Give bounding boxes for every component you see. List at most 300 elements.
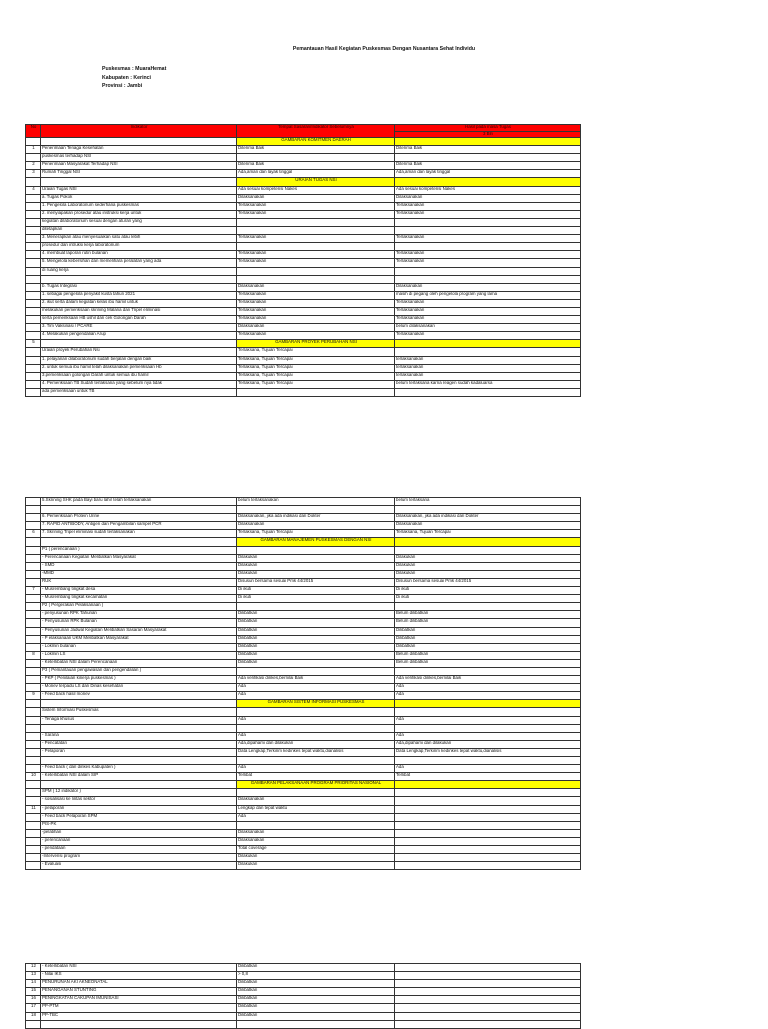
table-row <box>26 227 581 235</box>
table-row <box>26 210 581 218</box>
target-cell: Ada <box>237 716 395 724</box>
indicator-cell: - pelaporan <box>41 805 237 813</box>
indicator-cell: ada pemeriksaan untuk TB <box>41 388 237 396</box>
result-cell <box>395 340 581 348</box>
row-number <box>26 506 41 514</box>
result-cell: Terlaksanakan <box>395 210 581 218</box>
table-row <box>26 635 581 643</box>
row-number: 4 <box>26 186 41 194</box>
row-number <box>26 684 41 692</box>
row-number <box>26 348 41 356</box>
header-tempat: Tempat Sasaran/Indikator Sebelumnya <box>237 125 395 138</box>
indicator-cell: RUK <box>41 578 237 586</box>
target-cell: Ada <box>237 692 395 700</box>
result-cell: Dilakukan <box>395 570 581 578</box>
table-row <box>26 996 581 1004</box>
result-cell <box>395 348 581 356</box>
indicator-cell: -Intervensi program <box>41 854 237 862</box>
indicator-cell: - pendataan <box>41 846 237 854</box>
table-row <box>26 162 581 170</box>
table-row <box>26 324 581 332</box>
row-number <box>26 243 41 251</box>
row-number <box>26 748 41 756</box>
indicator-cell: Penerimaan Tenaga Kesehatan <box>41 146 237 154</box>
row-number <box>26 765 41 773</box>
kabupaten-label: Kabupaten : Kerinci <box>102 74 152 81</box>
target-cell: Terlaksana, Tujuan Tercapai <box>237 364 395 372</box>
result-cell <box>395 603 581 611</box>
target-cell: Dilibatkan <box>237 659 395 667</box>
row-number <box>26 178 41 186</box>
indicator-cell: P3 ( Pemantauan pengawasan dan pengendalian ) <box>41 667 237 675</box>
result-cell <box>395 1004 581 1012</box>
monitoring-table-page-1 <box>25 124 581 397</box>
indicator-cell: 3. Tim Vaksinasi / PCARE <box>41 324 237 332</box>
table-row <box>26 267 581 275</box>
header-hasil-sub: 3 Bln <box>395 131 581 138</box>
table-row <box>26 676 581 684</box>
target-cell: Terlaksana, Tujuan Tercapai <box>237 380 395 388</box>
indicator-cell: - Musrembang tingkat desa <box>41 587 237 595</box>
table-row <box>26 603 581 611</box>
indicator-cell: prosedur dan intruksi kerja laboratorium <box>41 243 237 251</box>
result-cell: Terlaksanakan <box>395 235 581 243</box>
table-row <box>26 805 581 813</box>
result-cell <box>395 154 581 162</box>
indicator-cell: 3.pemeriksaan golongan Darah untuk semua ibu hamil <box>41 372 237 380</box>
result-cell: Dilaksanakan <box>395 194 581 202</box>
result-cell: Dilibatkan <box>395 635 581 643</box>
target-cell: Dilibatkan <box>237 964 395 972</box>
row-number <box>26 283 41 291</box>
target-cell <box>237 757 395 765</box>
target-cell: Dilaksanakan <box>237 324 395 332</box>
indicator-cell: kegiatan dilaboratorium sesuai dengan aturan yang <box>41 218 237 226</box>
target-cell: Dilibatkan <box>237 1012 395 1020</box>
row-number <box>26 813 41 821</box>
row-number: 6 <box>26 530 41 538</box>
row-number: 10 <box>26 773 41 781</box>
indicator-cell: - Monev terpadu LS dari Dinas kesehatan <box>41 684 237 692</box>
row-number <box>26 218 41 226</box>
indicator-cell <box>41 506 237 514</box>
indicator-cell: Sistem Informasi Puskesmas <box>41 708 237 716</box>
target-cell: belum terlaksanakan <box>237 498 395 506</box>
target-cell <box>237 154 395 162</box>
table-row <box>26 829 581 837</box>
row-number: 15 <box>26 988 41 996</box>
result-cell <box>395 138 581 146</box>
table-row <box>26 627 581 635</box>
indicator-cell: - Musrembang tingkat kecamatan <box>41 595 237 603</box>
target-cell: Dilakukan <box>237 854 395 862</box>
section-heading: GAMBARAN KOMITMEN DAERAH <box>237 138 395 146</box>
table-row <box>26 611 581 619</box>
result-cell: Dilibatkan <box>395 627 581 635</box>
result-cell <box>395 846 581 854</box>
result-cell <box>395 267 581 275</box>
result-cell <box>395 988 581 996</box>
indicator-cell <box>41 724 237 732</box>
header-indikator: Indikator <box>41 125 237 138</box>
table-row <box>26 846 581 854</box>
target-cell <box>237 821 395 829</box>
indicator-cell: - sosialisasi ke lintas sektor <box>41 797 237 805</box>
indicator-cell: - perencanaan <box>41 837 237 845</box>
row-number: 12 <box>26 964 41 972</box>
row-number <box>26 724 41 732</box>
result-cell <box>395 275 581 283</box>
result-cell <box>395 854 581 862</box>
row-number <box>26 538 41 546</box>
target-cell: Dilibatkan <box>237 611 395 619</box>
row-number <box>26 388 41 396</box>
result-cell: Ada verifikasi dinkes,bernilai Baik <box>395 676 581 684</box>
table-row <box>26 251 581 259</box>
row-number <box>26 854 41 862</box>
row-number <box>26 275 41 283</box>
table-row <box>26 684 581 692</box>
indicator-cell: PENINGKATAN CAKUPAN IMUNISASI <box>41 996 237 1004</box>
target-cell: Dilakukan <box>237 570 395 578</box>
target-cell: Terlaksana, Tujuan Tercapai <box>237 348 395 356</box>
target-cell: Terlaksana, Tujuan Tercapai <box>237 356 395 364</box>
indicator-cell: - Feed back Pelaporan SPM <box>41 813 237 821</box>
row-number <box>26 227 41 235</box>
row-number <box>26 138 41 146</box>
row-number <box>26 554 41 562</box>
row-number <box>26 316 41 324</box>
indicator-cell: PP-PTM <box>41 1004 237 1012</box>
indicator-cell: - Feed back ( dari dinkes Kabupaten ) <box>41 765 237 773</box>
target-cell: Dilakukan <box>237 562 395 570</box>
result-cell: Ada sesuai kompetensi Nakes <box>395 186 581 194</box>
target-cell: Dilaksanakan, jika ada indikasi dari Dokter <box>237 514 395 522</box>
row-number <box>26 619 41 627</box>
target-cell: Ada <box>237 684 395 692</box>
indicator-cell: - Sarana <box>41 732 237 740</box>
row-number <box>26 498 41 506</box>
result-cell: Ada <box>395 684 581 692</box>
row-number: 5 <box>26 340 41 348</box>
row-number <box>26 210 41 218</box>
indicator-cell: 7. RAPID ANTIBODY, Antigen dan Pengambilan sampel PCR <box>41 522 237 530</box>
section-heading: GAMBARAN PELAKSANAAN PROGRAM PRIORITAS NASIONAL <box>237 781 395 789</box>
target-cell: Terlaksanakan <box>237 210 395 218</box>
indicator-cell: 1. sebagai pengelola penyakit kusta tahun 2021 <box>41 291 237 299</box>
result-cell: terlaksanakan <box>395 372 581 380</box>
table-row <box>26 506 581 514</box>
result-cell <box>395 972 581 980</box>
row-number <box>26 757 41 765</box>
table-row <box>26 837 581 845</box>
target-cell: Dilibatkan <box>237 996 395 1004</box>
indicator-cell: 4. Pemeriksaan TB Sudah terlaksana yang sebelum nya tidak <box>41 380 237 388</box>
target-cell <box>237 708 395 716</box>
indicator-cell: 1. pelayanan dilaboratorium sudah berjalan dengan baik <box>41 356 237 364</box>
table-row <box>26 724 581 732</box>
result-cell: Dilaksanakan <box>395 522 581 530</box>
result-cell: Ada <box>395 765 581 773</box>
row-number <box>26 595 41 603</box>
table-row <box>26 388 581 396</box>
result-cell <box>395 667 581 675</box>
result-cell: masih di pegang oleh pengelola program yang lama <box>395 291 581 299</box>
row-number <box>26 194 41 202</box>
table-row <box>26 578 581 586</box>
result-cell <box>395 700 581 708</box>
table-row <box>26 340 581 348</box>
indicator-cell: ditetapkan <box>41 227 237 235</box>
table-row <box>26 708 581 716</box>
row-number <box>26 251 41 259</box>
row-number <box>26 324 41 332</box>
target-cell: Disusun bersama sesuai Pmk 44/2015 <box>237 578 395 586</box>
row-number <box>26 627 41 635</box>
row-number <box>26 380 41 388</box>
target-cell <box>237 267 395 275</box>
table-row <box>26 659 581 667</box>
table-row <box>26 307 581 315</box>
table-row <box>26 356 581 364</box>
row-number <box>26 235 41 243</box>
result-cell: Terlaksanakan <box>395 202 581 210</box>
target-cell: Dilaksanakan <box>237 797 395 805</box>
row-number <box>26 846 41 854</box>
row-number <box>26 797 41 805</box>
result-cell <box>395 227 581 235</box>
table-row <box>26 964 581 972</box>
result-cell: Terlaksanakan <box>395 299 581 307</box>
indicator-cell: - P elaksanaan UKM Melibatkan Masyarakat <box>41 635 237 643</box>
table-row <box>26 781 581 789</box>
row-number <box>26 781 41 789</box>
result-cell <box>395 724 581 732</box>
row-number: 18 <box>26 1012 41 1020</box>
indicator-cell: puskesmas terhadap NSI <box>41 154 237 162</box>
indicator-cell: 5. Mengelola kebersihan dan memelihara peralatan yang ada <box>41 259 237 267</box>
row-number <box>26 700 41 708</box>
table-row <box>26 138 581 146</box>
indicator-cell <box>41 538 237 546</box>
table-row <box>26 514 581 522</box>
table-row <box>26 862 581 870</box>
section-heading: GAMBARAN PROYEK PERUBAHAN NSI <box>237 340 395 348</box>
target-cell <box>237 506 395 514</box>
result-cell <box>395 797 581 805</box>
puskesmas-label: Puskesmas : MuaraHemat <box>102 66 167 72</box>
result-cell <box>395 218 581 226</box>
indicator-cell <box>41 1020 237 1028</box>
target-cell: Data Lengkap,Terkirim kedinkes tepat waktu,dianalisis <box>237 748 395 756</box>
target-cell <box>237 227 395 235</box>
indicator-cell: - Nilai IKS <box>41 972 237 980</box>
table-row <box>26 980 581 988</box>
indicator-cell: - Feed back hasil monev <box>41 692 237 700</box>
target-cell: Diterima Baik <box>237 146 395 154</box>
result-cell <box>395 805 581 813</box>
result-cell: Dilaksanakan, jika ada indikasi dari Dokter <box>395 514 581 522</box>
table-row <box>26 562 581 570</box>
table-row <box>26 154 581 162</box>
table-row <box>26 1012 581 1020</box>
table-row <box>26 692 581 700</box>
row-number <box>26 708 41 716</box>
row-number: 3 <box>26 170 41 178</box>
table-row <box>26 235 581 243</box>
row-number <box>26 514 41 522</box>
result-cell: Diterima Baik <box>395 146 581 154</box>
result-cell: belum dilaksanakan <box>395 324 581 332</box>
table-row <box>26 554 581 562</box>
result-cell <box>395 546 581 554</box>
result-cell <box>395 243 581 251</box>
indicator-cell: b. Tugas Integrasi <box>41 283 237 291</box>
table-row <box>26 146 581 154</box>
result-cell <box>395 789 581 797</box>
indicator-cell: - Perencanaan Kegiatan Melibatkan Masyarakat <box>41 554 237 562</box>
target-cell: Terlaksanakan <box>237 235 395 243</box>
table-row <box>26 732 581 740</box>
section-heading: URAIAN TUGAS NSI <box>237 178 395 186</box>
target-cell: Terlaksanakan <box>237 291 395 299</box>
indicator-cell: serta pemeriksaan HB ushil dan cek Golongan Darah <box>41 316 237 324</box>
indicator-cell: melakukan pemeriksaan skrining Malaria dan Tripel eliminasi <box>41 307 237 315</box>
result-cell <box>395 829 581 837</box>
indicator-cell: Uraian proyek Perubahan Nsi <box>41 348 237 356</box>
table-row <box>26 283 581 291</box>
row-number <box>26 522 41 530</box>
target-cell: Ada sesuai kompetensi Nakes <box>237 186 395 194</box>
target-cell: Dilibatkan <box>237 980 395 988</box>
indicator-cell: 6. Pemeriksaan Protein Urine <box>41 514 237 522</box>
row-number <box>26 862 41 870</box>
indicator-cell: - Keterlibatan NSI <box>41 964 237 972</box>
target-cell: Dilaksanakan <box>237 283 395 291</box>
result-cell <box>395 178 581 186</box>
target-cell: Diterima Baik <box>237 162 395 170</box>
table-row <box>26 821 581 829</box>
target-cell: Dilibatkan <box>237 643 395 651</box>
row-number <box>26 676 41 684</box>
indicator-cell: 1. Pengelola Laboratorium sederhana puskesmas <box>41 202 237 210</box>
target-cell: Lengkap dan tepat waktu <box>237 805 395 813</box>
indicator-cell <box>41 275 237 283</box>
indicator-cell: di ruang kerja <box>41 267 237 275</box>
indicator-cell: - SMD <box>41 562 237 570</box>
table-row <box>26 538 581 546</box>
target-cell: Terlaksanakan <box>237 251 395 259</box>
row-number <box>26 307 41 315</box>
table-row <box>26 587 581 595</box>
target-cell: Dilaksanakan <box>237 194 395 202</box>
row-number <box>26 562 41 570</box>
indicator-cell: - PKP ( Penilaian kinerja puskesmas ) <box>41 676 237 684</box>
row-number <box>26 643 41 651</box>
result-cell: terlaksanakan <box>395 364 581 372</box>
result-cell: Di ikuti <box>395 587 581 595</box>
result-cell: Terlaksanakan <box>395 251 581 259</box>
indicator-cell: - Keterlibatan NSI dalam SIP <box>41 773 237 781</box>
indicator-cell: P1 ( perencanaan ) <box>41 546 237 554</box>
result-cell: Belum dilibatkan <box>395 659 581 667</box>
table-row <box>26 813 581 821</box>
result-cell <box>395 538 581 546</box>
monitoring-table-page-3 <box>25 963 581 1029</box>
table-row <box>26 275 581 283</box>
table-row <box>26 789 581 797</box>
table-row <box>26 595 581 603</box>
result-cell: Data Lengkap,Terkirim kedinkes tepat waktu,dianalisis <box>395 748 581 756</box>
target-cell <box>237 218 395 226</box>
indicator-cell: 4. Melakukan pengendalian Arup <box>41 332 237 340</box>
indicator-cell <box>41 781 237 789</box>
table-row <box>26 498 581 506</box>
indicator-cell: - Penyusunan RPK Bulanan <box>41 619 237 627</box>
target-cell: Di ikuti <box>237 587 395 595</box>
row-number: 7 <box>26 587 41 595</box>
target-cell: Dilibatkan <box>237 619 395 627</box>
target-cell: > 0,8 <box>237 972 395 980</box>
row-number <box>26 299 41 307</box>
result-cell <box>395 837 581 845</box>
target-cell: Terlaksanakan <box>237 299 395 307</box>
result-cell: Belum dilibatkan <box>395 619 581 627</box>
indicator-cell: PIS-PK <box>41 821 237 829</box>
table-row <box>26 380 581 388</box>
table-row <box>26 332 581 340</box>
target-cell: Ada <box>237 765 395 773</box>
target-cell <box>237 243 395 251</box>
indicator-cell: - Evaluasi <box>41 862 237 870</box>
table-row <box>26 765 581 773</box>
table-row <box>26 570 581 578</box>
table-row <box>26 797 581 805</box>
row-number <box>26 829 41 837</box>
target-cell <box>237 789 395 797</box>
result-cell <box>395 506 581 514</box>
result-cell <box>395 964 581 972</box>
target-cell: Dilaksanakan <box>237 837 395 845</box>
row-number: 8 <box>26 651 41 659</box>
target-cell: Ada <box>237 732 395 740</box>
section-heading: GAMBARAN MANAJEMEN PUSKESMAS DENGAN NSI <box>237 538 395 546</box>
target-cell: Ada,aman dan layak tinggal <box>237 170 395 178</box>
target-cell: Ada,dipahami dan dilakukan <box>237 740 395 748</box>
row-number <box>26 578 41 586</box>
section-heading: GAMBARAN SISTEM INFORMASI PUSKESMAS <box>237 700 395 708</box>
target-cell <box>237 275 395 283</box>
result-cell: Belum dilibatkan <box>395 611 581 619</box>
result-cell: Terlibat <box>395 773 581 781</box>
row-number <box>26 611 41 619</box>
result-cell: Terlaksanakan <box>395 332 581 340</box>
table-row <box>26 1004 581 1012</box>
result-cell: Terlaksanakan <box>395 259 581 267</box>
indicator-cell: SPM ( 12 indikator ) <box>41 789 237 797</box>
table-row <box>26 259 581 267</box>
indicator-cell: -pelatihan <box>41 829 237 837</box>
result-cell <box>395 980 581 988</box>
target-cell: Terlaksana, Tujuan Tercapai <box>237 530 395 538</box>
target-cell: Ada <box>237 813 395 821</box>
table-row <box>26 372 581 380</box>
target-cell: Terlaksana, Tujuan Tercapai <box>237 372 395 380</box>
indicator-cell: PENURUNAN AKI AKNEONATAL <box>41 980 237 988</box>
row-number <box>26 740 41 748</box>
indicator-cell <box>41 138 237 146</box>
result-cell: Ada <box>395 716 581 724</box>
